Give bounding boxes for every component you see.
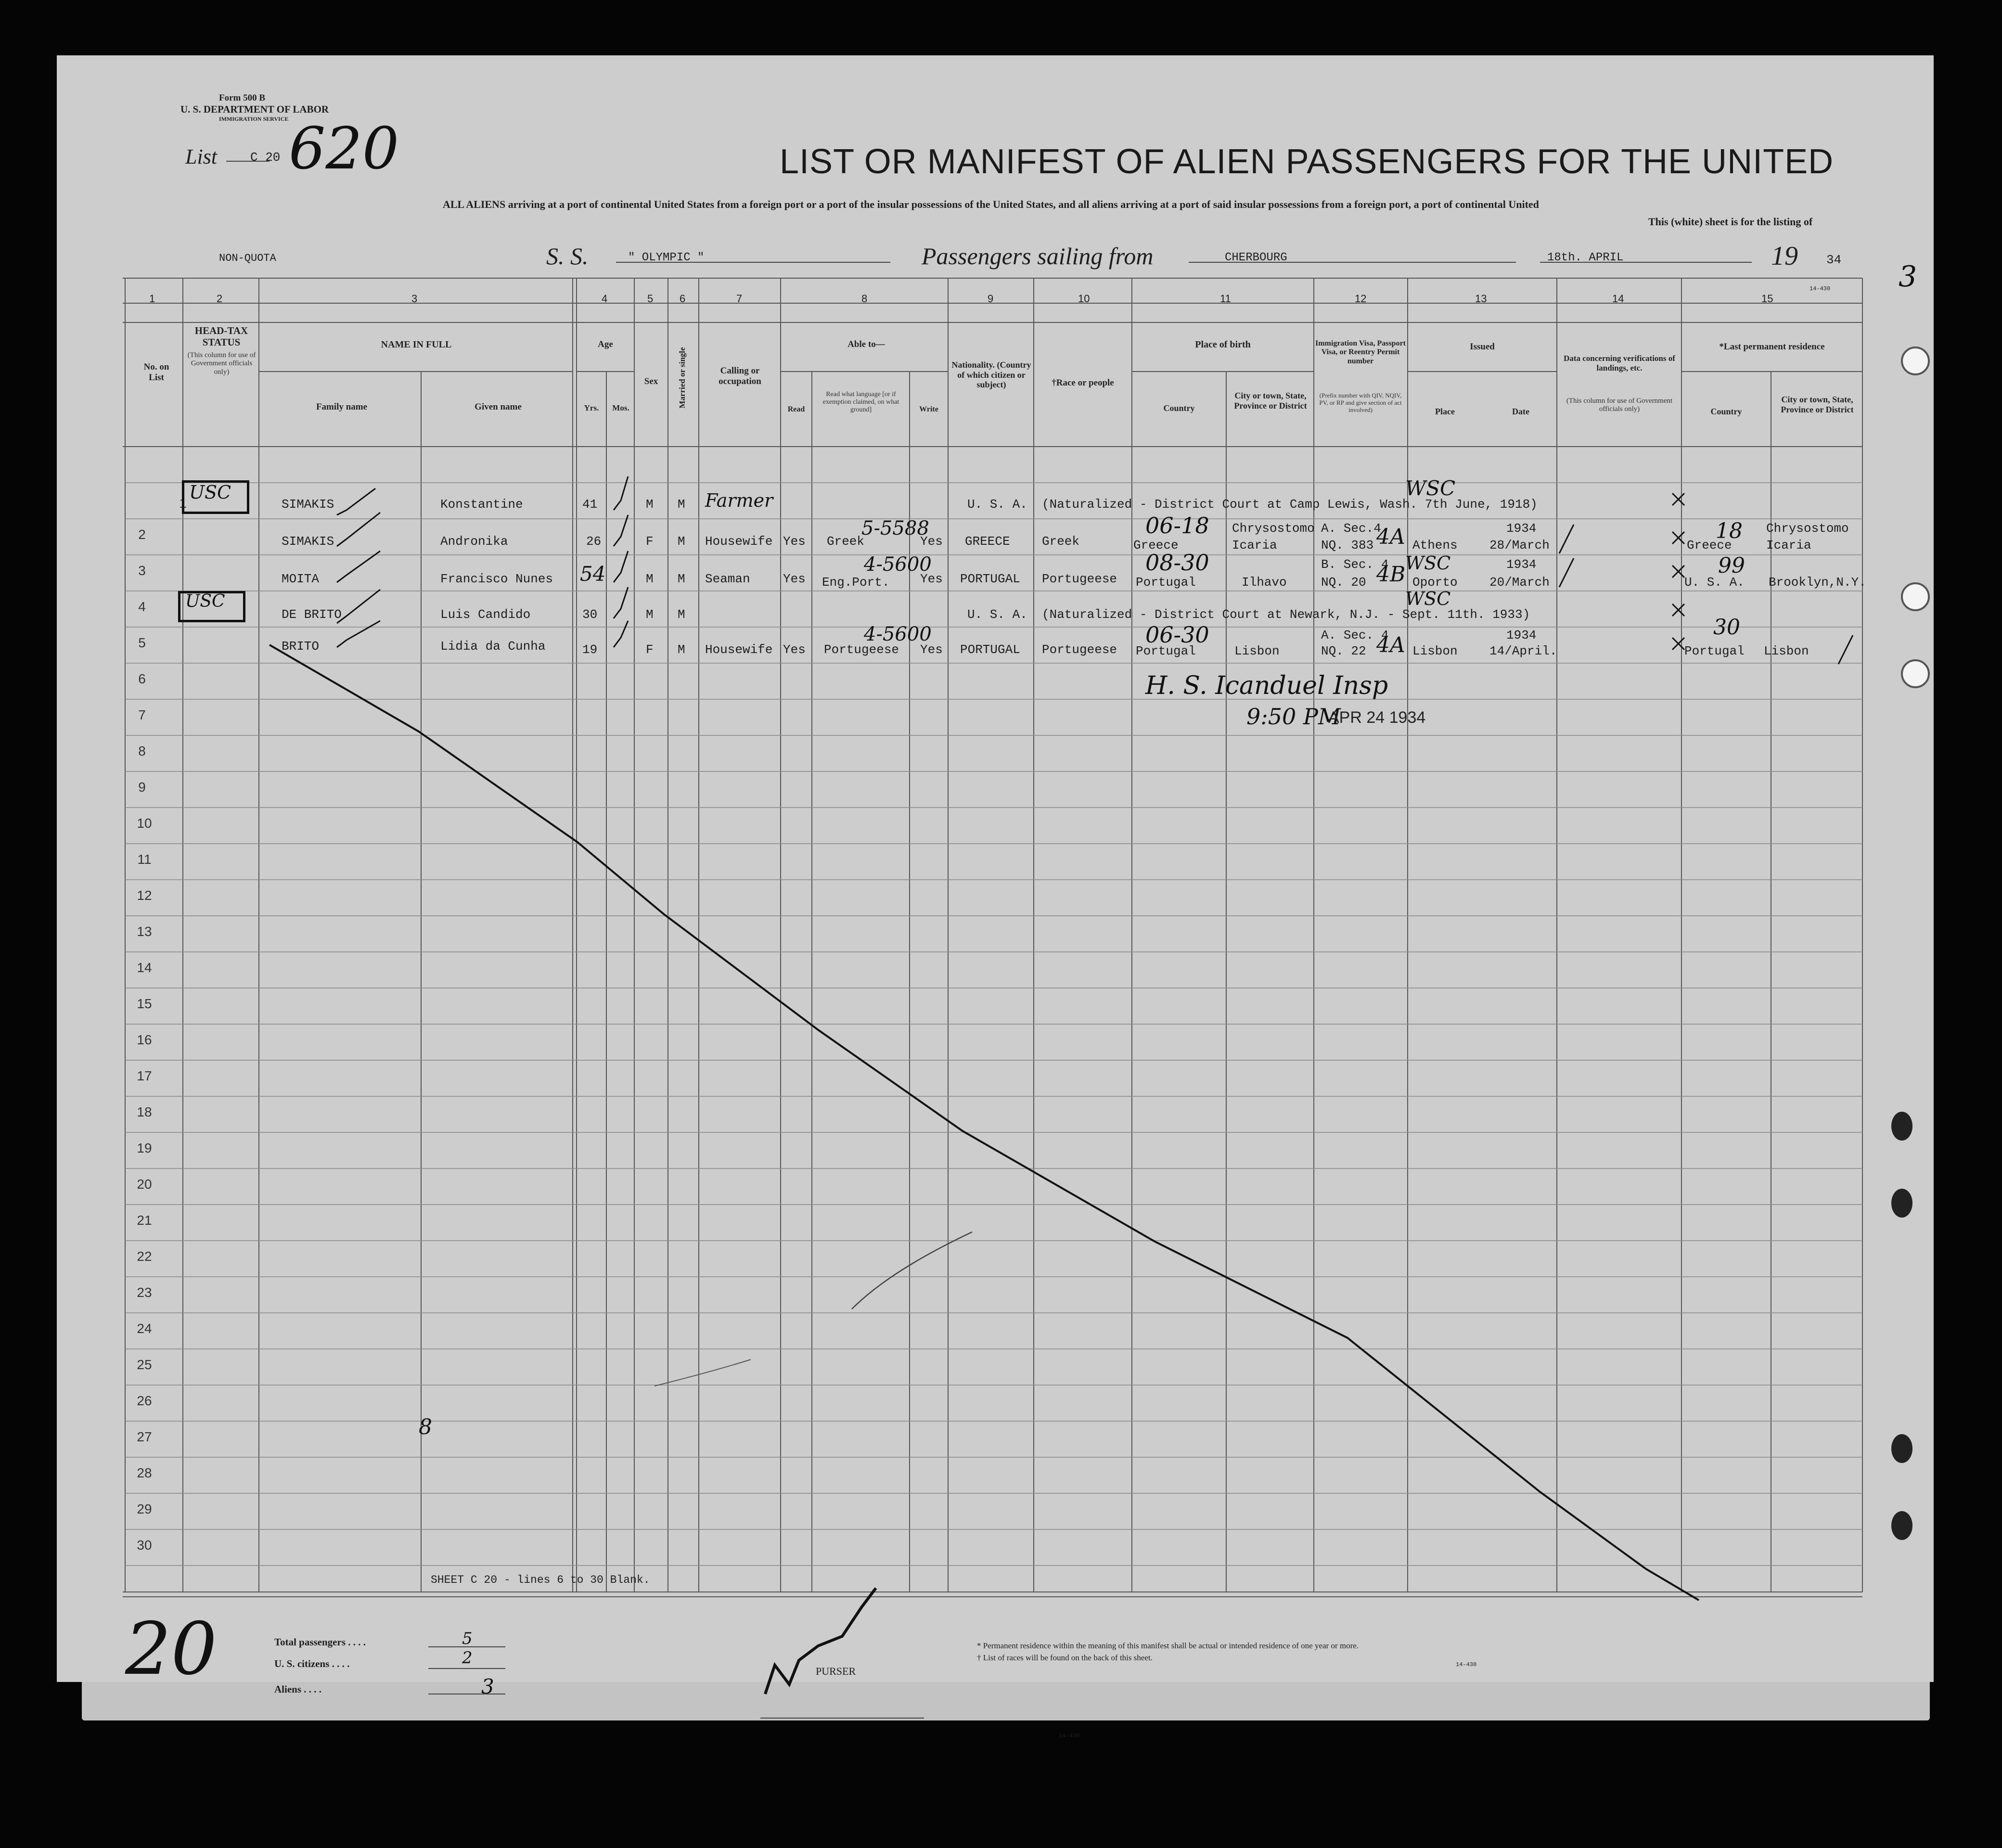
family-name: MOITA <box>282 572 320 586</box>
col-number: 10 <box>1078 293 1090 305</box>
family-name: SIMAKIS <box>282 497 334 512</box>
header-birth-city: City or town, State, Province or District <box>1234 391 1307 411</box>
departure-port: CHERBOURG <box>1225 251 1287 264</box>
handwritten-list-number: 620 <box>289 116 399 182</box>
row-number: 23 <box>137 1285 152 1300</box>
row-number: 4 <box>138 599 146 614</box>
annotation-initials: WSC <box>1405 476 1456 500</box>
col-number: 2 <box>217 293 223 305</box>
birth-country: Greece <box>1133 538 1179 552</box>
age-years: 41 <box>582 497 598 512</box>
sex: M <box>646 572 654 586</box>
bottom-left-mark: 20 <box>125 1607 217 1691</box>
stamp-text: USC <box>189 482 231 503</box>
header-head-tax: HEAD-TAX STATUS <box>194 325 248 348</box>
issued-place: Lisbon <box>1412 644 1458 658</box>
family-name: DE BRITO <box>282 607 342 622</box>
col-number: 15 <box>1761 293 1773 305</box>
annotation-code: 5-5588 <box>861 517 929 539</box>
calling: Seaman <box>705 572 750 586</box>
annotation-date: 08-30 <box>1145 550 1209 576</box>
header-last-residence: *Last permanent residence <box>1719 342 1825 352</box>
row-number: 3 <box>138 563 146 578</box>
row-number: 6 <box>138 671 146 686</box>
row-number: 13 <box>137 924 152 939</box>
sex: M <box>646 607 654 622</box>
inspection-time: 9:50 PM <box>1246 704 1341 730</box>
inspector-signature: H. S. Icanduel Insp <box>1145 671 1388 700</box>
row-number: 24 <box>137 1321 152 1336</box>
header-data-note: (This column for use of Government officials only) <box>1566 397 1673 413</box>
visa-number: NQ. 20 <box>1321 575 1366 590</box>
header-visa: Immigration Visa, Passport Visa, or Reentry Permit number <box>1315 339 1406 365</box>
residence-country: U. S. A. <box>1684 575 1745 590</box>
footnote-residence: * Permanent residence within the meaning of this manifest shall be actual or intended residence of one year or more. <box>977 1641 1359 1650</box>
annotation-visa: 4A <box>1376 525 1405 549</box>
given-name: Andronika <box>440 534 508 549</box>
write: Yes <box>920 642 943 657</box>
issued-date: 28/March <box>1489 538 1550 552</box>
stamp-text: USC <box>185 591 225 611</box>
age-years: 54 <box>580 562 606 586</box>
inspection-date-stamp: APR 24 1934 <box>1328 708 1426 727</box>
col-number: 7 <box>736 293 743 305</box>
issued-year: 1934 <box>1506 521 1537 536</box>
family-name: BRITO <box>282 639 320 654</box>
header-name-in-full: NAME IN FULL <box>381 339 452 350</box>
row-number: 14 <box>137 960 152 975</box>
ss-label: S. S. <box>546 243 589 270</box>
marital-status: M <box>678 497 685 512</box>
annotation-initials: WSC <box>1405 588 1451 609</box>
row-number: 2 <box>138 527 146 542</box>
purser-label: PURSER <box>816 1665 856 1677</box>
col-number: 11 <box>1220 293 1231 305</box>
header-issued-place: Place <box>1435 407 1455 416</box>
sex: F <box>646 642 654 657</box>
annotation-residence: 18 <box>1716 519 1743 543</box>
residence-city: Lisbon <box>1764 644 1809 658</box>
visa-section: B. Sec. 4 <box>1321 557 1389 572</box>
calling: Housewife <box>705 534 773 549</box>
given-name: Konstantine <box>440 497 523 512</box>
header-write: Write <box>919 405 938 413</box>
residence-country: Greece <box>1687 538 1732 552</box>
row-number: 7 <box>138 707 146 722</box>
read: Yes <box>783 642 806 657</box>
row-number: 28 <box>137 1465 152 1480</box>
birth-city: Ilhavo <box>1242 575 1287 590</box>
col-number: 13 <box>1475 293 1487 305</box>
header-read: Read <box>787 405 805 413</box>
row-number: 30 <box>137 1538 152 1553</box>
row-number: 17 <box>137 1068 152 1083</box>
row-number: 5 <box>138 635 146 650</box>
annotation-code: 4-5600 <box>864 623 932 645</box>
nationality: PORTUGAL <box>960 572 1020 586</box>
calling: Housewife <box>705 642 773 657</box>
read-language: Eng.Port. <box>822 575 890 590</box>
header-calling: Calling or occupation <box>719 366 761 386</box>
sex: F <box>646 534 654 549</box>
residence-country: Portugal <box>1684 644 1745 658</box>
blank-lines-note: SHEET C 20 - lines 6 to 30 Blank. <box>431 1574 650 1586</box>
row-number: 19 <box>137 1141 152 1155</box>
issued-year: 1934 <box>1506 557 1537 572</box>
row-number: 27 <box>137 1429 152 1444</box>
read-language: Greek <box>827 534 865 549</box>
read: Yes <box>783 534 806 549</box>
header-birth-country: Country <box>1163 403 1195 413</box>
subtitle-line2: This (white) sheet is for the listing of <box>1648 216 1813 228</box>
row-number: 20 <box>137 1177 152 1192</box>
sailing-date: 18th. APRIL <box>1547 251 1624 264</box>
col-number: 1 <box>149 293 155 305</box>
race-naturalization: (Naturalized - District Court at Newark, N.J. - Sept. 11th. 1933) <box>1042 607 1530 622</box>
header-read-language: Read what language [or if exemption claimed, on what ground] <box>822 391 899 414</box>
total-passengers-label: Total passengers . . . . <box>274 1636 366 1648</box>
issued-place: Athens <box>1412 538 1458 552</box>
aliens-label: Aliens . . . . <box>274 1683 322 1695</box>
header-nationality: Nationality. (Country of which citizen or subject) <box>951 360 1031 390</box>
family-name: SIMAKIS <box>282 534 334 549</box>
header-residence-country: Country <box>1710 407 1742 416</box>
header-family-name: Family name <box>316 402 368 412</box>
subtitle-line1: ALL ALIENS arriving at a port of continental United States from a foreign port or a port of the insular possessions of the United States, and all aliens arriving at a port of said insular possessions from a foreign port, a port of continental United <box>443 198 1539 210</box>
total-passengers-value: 5 <box>462 1629 473 1648</box>
race: Portugeese <box>1042 642 1117 657</box>
age-years: 19 <box>582 642 598 657</box>
race: Portugeese <box>1042 572 1117 586</box>
col-number: 6 <box>680 293 686 305</box>
birth-city: Lisbon <box>1234 644 1280 658</box>
visa-section: A. Sec.4 <box>1321 521 1381 536</box>
us-citizens-label: U. S. citizens . . . . <box>274 1658 350 1669</box>
row-number: 11 <box>137 852 152 867</box>
header-no-on-list: No. on List <box>143 362 169 383</box>
row-number: 12 <box>137 888 152 903</box>
marital-status: M <box>678 642 685 657</box>
header-married: Married or single <box>678 347 687 409</box>
annotation-residence: 30 <box>1713 615 1740 640</box>
list-number: C 20 <box>250 150 281 165</box>
calling: Farmer <box>705 490 773 511</box>
row-number: 10 <box>137 816 152 831</box>
corner-mark: 3 <box>1899 260 1917 294</box>
department-label: U. S. DEPARTMENT OF LABOR <box>180 103 329 115</box>
row-number: 18 <box>137 1104 152 1119</box>
write: Yes <box>920 534 943 549</box>
marital-status: M <box>678 534 685 549</box>
visa-number: NQ. 22 <box>1321 644 1366 658</box>
nationality: U. S. A. <box>967 607 1027 622</box>
row-number: 8 <box>138 744 146 758</box>
nationality: U. S. A. <box>967 497 1027 512</box>
col-number: 14 <box>1612 293 1624 305</box>
col-number: 4 <box>602 293 608 305</box>
issued-date: 20/March <box>1489 575 1550 590</box>
header-age: Age <box>598 339 613 349</box>
year-prefix: 19 <box>1771 241 1798 271</box>
nationality: PORTUGAL <box>960 642 1020 657</box>
read-language: Portugeese <box>824 642 899 657</box>
visa-section: A. Sec. 4 <box>1321 628 1389 642</box>
annotation-code: 4-5600 <box>864 553 932 576</box>
annotation-visa: 4B <box>1376 562 1406 587</box>
page-title: LIST OR MANIFEST OF ALIEN PASSENGERS FOR THE UNITED <box>780 142 1834 181</box>
row-number: 15 <box>137 996 152 1011</box>
marital-status: M <box>678 572 685 586</box>
issued-place: Oporto <box>1412 575 1458 590</box>
ship-name: " OLYMPIC " <box>628 251 705 264</box>
given-name: Luis Candido <box>440 607 531 622</box>
header-issued: Issued <box>1470 342 1495 352</box>
birth-city-line1: Chrysostomo <box>1232 521 1315 536</box>
residence-city: Icaria <box>1766 538 1811 552</box>
us-citizens-value: 2 <box>462 1648 473 1668</box>
issued-date: 14/April. <box>1489 644 1557 658</box>
annotation-residence: 99 <box>1718 553 1745 578</box>
annotation-date: 06-18 <box>1145 513 1209 539</box>
form-number: Form 500 B <box>219 93 266 103</box>
row-number: 22 <box>137 1249 152 1264</box>
header-race: †Race or people <box>1052 378 1114 388</box>
marital-status: M <box>678 607 685 622</box>
race: Greek <box>1042 534 1080 549</box>
birth-country: Portugal <box>1136 575 1196 590</box>
row-number: 1 <box>179 496 187 511</box>
write: Yes <box>920 572 943 586</box>
header-visa-note: (Prefix number with QIV, NQIV, PV, or RP and give section of act involved) <box>1319 392 1402 413</box>
header-age-months: Mos. <box>612 403 629 412</box>
col-number: 3 <box>411 293 418 305</box>
row-number: 9 <box>138 780 146 795</box>
form-code-bottom: 14-430 <box>1059 1732 1080 1739</box>
birth-city: Icaria <box>1232 538 1277 552</box>
read: Yes <box>783 572 806 586</box>
given-name: Francisco Nunes <box>440 572 553 586</box>
form-code-top: 14-430 <box>1810 285 1831 292</box>
header-residence-city: City or town, State, Province or District <box>1781 395 1854 414</box>
residence-city: Brooklyn,N.Y. <box>1769 575 1866 590</box>
col-number: 8 <box>861 293 868 305</box>
col-number: 5 <box>647 293 654 305</box>
annotation-date: 06-30 <box>1145 622 1209 648</box>
given-name: Lidia da Cunha <box>440 639 546 654</box>
row-number: 21 <box>137 1213 152 1228</box>
aliens-value: 3 <box>481 1675 494 1698</box>
page-mark: 8 <box>419 1415 432 1439</box>
birth-country: Portugal <box>1136 644 1196 658</box>
service-label: IMMIGRATION SERVICE <box>219 116 289 122</box>
nationality: GREECE <box>965 534 1010 549</box>
row-number: 16 <box>137 1032 152 1047</box>
list-label: List <box>185 145 218 168</box>
residence-city-line1: Chrysostomo <box>1766 521 1849 536</box>
sailing-label: Passengers sailing from <box>922 243 1154 270</box>
header-sex: Sex <box>644 376 658 386</box>
col-number: 12 <box>1355 293 1367 305</box>
row-number: 26 <box>137 1393 152 1408</box>
form-code-footer: 14-430 <box>1456 1661 1477 1668</box>
header-age-years: Yrs. <box>584 403 599 412</box>
annotation-initials: WSC <box>1405 552 1451 574</box>
col-number: 9 <box>988 293 994 305</box>
annotation-visa: 4A <box>1376 633 1405 657</box>
row-number: 29 <box>137 1502 152 1516</box>
footnote-races: † List of races will be found on the back of this sheet. <box>977 1653 1153 1662</box>
row-number: 25 <box>137 1357 152 1372</box>
header-issued-date: Date <box>1512 407 1529 416</box>
header-head-tax-note: (This column for use of Government officials only) <box>187 351 256 376</box>
header-place-of-birth: Place of birth <box>1195 339 1251 350</box>
header-given-name: Given name <box>475 402 522 412</box>
sex: M <box>646 497 654 512</box>
issued-year: 1934 <box>1506 628 1537 642</box>
header-data-concerning: Data concerning verifications of landings, etc. <box>1564 354 1675 372</box>
year-suffix: 34 <box>1826 253 1842 267</box>
age-years: 30 <box>582 607 598 622</box>
visa-number: NQ. 383 <box>1321 538 1374 552</box>
race-naturalization: (Naturalized - District Court at Camp Lewis, Wash. 7th June, 1918) <box>1042 497 1538 512</box>
age-years: 26 <box>586 534 602 549</box>
quota-status: NON-QUOTA <box>219 252 276 264</box>
header-able-to: Able to— <box>847 339 885 349</box>
